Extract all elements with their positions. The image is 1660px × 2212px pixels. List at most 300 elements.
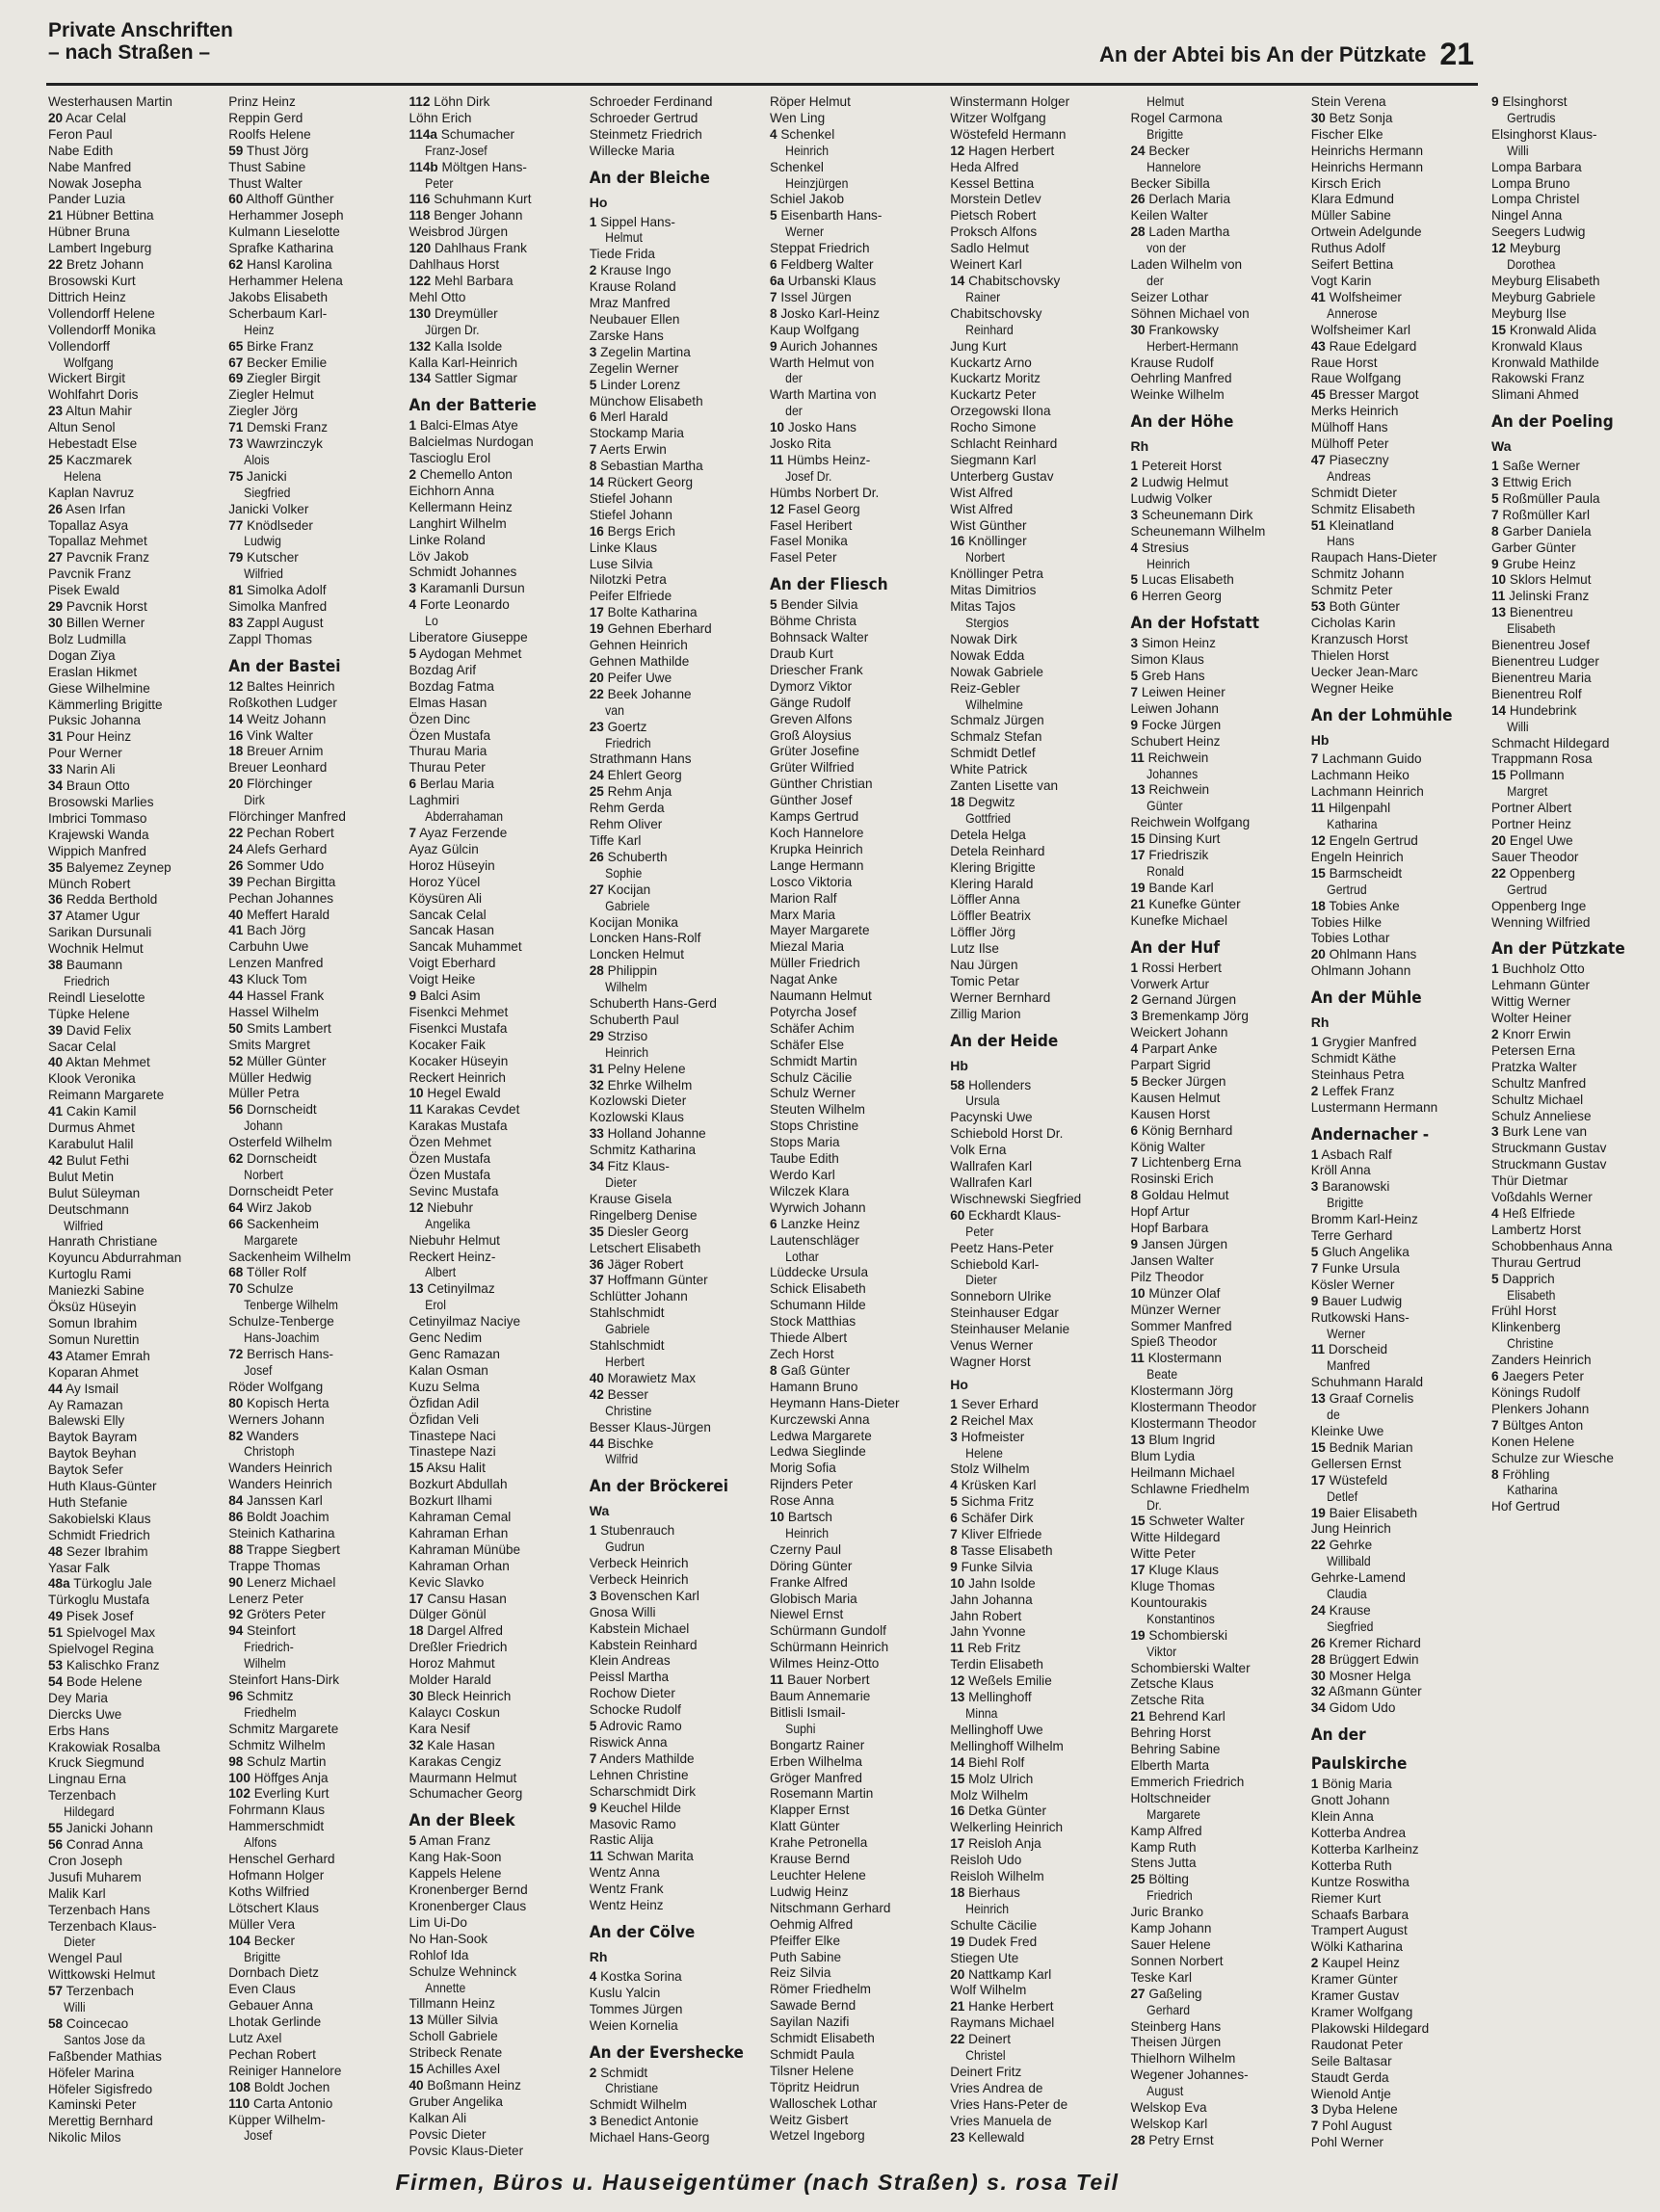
directory-entry: Schmalz Stefan [950, 729, 1042, 745]
directory-entry: Jahn Yvonne [950, 1624, 1026, 1640]
directory-entry: Meyburg Elisabeth [1491, 273, 1600, 288]
directory-entry: Behring Sabine [1130, 1742, 1221, 1757]
house-number: 12 [950, 1673, 965, 1689]
directory-entry: Dreßler Friedrich [408, 1640, 508, 1655]
directory-entry: 81 Simolka Adolf [228, 583, 327, 598]
directory-entry: 21 Behrend Karl [1130, 1709, 1225, 1725]
house-number: 30 [1130, 322, 1146, 337]
directory-entry: Lehmann Günter [1491, 978, 1591, 993]
district-code: Rh [1130, 438, 1149, 455]
directory-entry: Orzegowski Ilona [950, 404, 1051, 419]
house-number: 11 [770, 1672, 784, 1688]
directory-entry: Liberatore Giuseppe [408, 630, 528, 645]
directory-entry: Schulz Cäcilie [770, 1069, 853, 1085]
directory-entry: Kösler Werner [1310, 1277, 1395, 1292]
directory-entry: 114b Möltgen Hans- [408, 159, 527, 174]
directory-entry: Wetzel Ingeborg [770, 2128, 865, 2144]
directory-entry: Puksic Johanna [48, 713, 141, 728]
directory-entry: Dülger Gönül [408, 1607, 487, 1622]
directory-entry: Kruck Siegmund [48, 1755, 145, 1771]
house-number: 24 [589, 768, 604, 783]
directory-entry: Löffler Jörg [950, 925, 1016, 940]
entry-continuation: Dieter [604, 1175, 637, 1190]
directory-entry: 4 Krüsken Karl [950, 1478, 1037, 1493]
directory-entry: 40 Aktan Mehmet [48, 1055, 150, 1070]
directory-entry: Keilen Walter [1130, 208, 1208, 224]
directory-entry: 5 Sichma Fritz [950, 1494, 1035, 1510]
directory-entry: 2 Schmidt [589, 2065, 648, 2080]
directory-entry: Zech Horst [770, 1346, 834, 1361]
house-number: 55 [48, 1821, 64, 1836]
directory-entry: Sancak Hasan [408, 923, 494, 938]
entry-continuation: Sophie [604, 865, 642, 881]
directory-entry: Stribeck Renate [408, 2045, 503, 2061]
street-heading: An der Bleiche [589, 168, 710, 188]
entry-continuation: Santos Jose da [64, 2032, 145, 2047]
directory-entry: Bozdag Fatma [408, 678, 494, 694]
directory-entry: Bongartz Rainer [770, 1737, 865, 1752]
entry-continuation: Suphi [785, 1721, 816, 1736]
directory-entry: Wentz Heinz [589, 1898, 664, 1913]
directory-entry: Thurau Maria [408, 744, 487, 759]
directory-entry: Zetsche Rita [1130, 1693, 1204, 1708]
directory-entry: Gehrke-Lamend [1310, 1570, 1406, 1586]
directory-entry: Lenzen Manfred [228, 956, 324, 971]
house-number: 13 [1130, 1432, 1146, 1447]
directory-entry: 4 Schenkel [770, 126, 835, 142]
entry-continuation: Lo [424, 614, 438, 629]
directory-entry: Gnosa Willi [589, 1604, 656, 1620]
directory-entry: Trappe Thomas [228, 1558, 321, 1573]
directory-entry: 30 Mosner Helga [1310, 1668, 1411, 1683]
directory-entry: Klering Harald [950, 876, 1034, 891]
directory-entry: 6a Urbanski Klaus [770, 273, 877, 288]
directory-entry: 34 Braun Otto [48, 778, 130, 794]
house-number: 81 [228, 583, 244, 598]
house-number: 86 [228, 1510, 244, 1525]
directory-entry: Herhammer Joseph [228, 208, 344, 224]
directory-entry: Stahlschmidt [589, 1305, 665, 1321]
directory-entry: Herhammer Helena [228, 273, 343, 288]
house-number: 19 [589, 621, 604, 637]
directory-entry: Verbeck Heinrich [589, 1571, 689, 1587]
entry-continuation: Hildegard [64, 1804, 115, 1820]
entry-continuation: Brigitte [1146, 126, 1183, 142]
house-number: 2 [1130, 992, 1139, 1008]
house-number: 13 [950, 1690, 965, 1705]
district-code: Hb [1310, 731, 1330, 748]
house-number: 7 [1310, 751, 1319, 767]
page-header-range [1099, 37, 1474, 72]
directory-entry: Seile Baltasar [1310, 2053, 1392, 2068]
house-number: 62 [228, 1151, 244, 1167]
directory-entry: Koyuncu Abdurrahman [48, 1251, 182, 1266]
directory-entry: Rogel Carmona [1130, 110, 1223, 125]
directory-entry: Kamp Ruth [1130, 1839, 1197, 1855]
street-heading: Paulskirche [1310, 1754, 1408, 1775]
directory-entry: Pacynski Uwe [950, 1110, 1033, 1125]
directory-entry: 4 Stresius [1130, 540, 1189, 555]
directory-entry: Özfidan Adil [408, 1395, 480, 1410]
directory-entry: 15 Achilles Axel [408, 2062, 500, 2077]
directory-entry: Rohlof Ida [408, 1947, 469, 1962]
directory-entry: Stops Maria [770, 1135, 840, 1150]
house-number: 118 [408, 208, 431, 224]
house-number: 28 [1130, 2132, 1146, 2147]
directory-entry: 49 Pisek Josef [48, 1609, 134, 1624]
directory-entry: Kausen Horst [1130, 1106, 1210, 1121]
directory-entry: 6 Lanzke Heinz [770, 1216, 860, 1231]
directory-entry: 3 Dyba Helene [1310, 2102, 1398, 2118]
directory-entry: Baytok Bayram [48, 1430, 138, 1445]
directory-entry: Spielvogel Regina [48, 1642, 154, 1657]
directory-entry: 37 Hoffmann Günter [589, 1273, 708, 1288]
entry-continuation: von der [1146, 241, 1186, 256]
directory-entry: Kulmann Lieselotte [228, 224, 340, 240]
directory-entry: Deinert Fritz [950, 2064, 1022, 2079]
directory-entry: Sayilan Nazifi [770, 2014, 850, 2030]
header-title-line1: Private Anschriften [48, 19, 233, 41]
house-number: 7 [1130, 1155, 1139, 1171]
house-number: 3 [589, 344, 597, 359]
directory-entry: Hebestadt Else [48, 436, 138, 452]
house-number: 34 [589, 1159, 604, 1174]
entry-continuation: Gabriele [604, 898, 650, 913]
directory-entry: 4 Parpart Anke [1130, 1041, 1218, 1057]
directory-entry: 14 Rückert Georg [589, 475, 694, 490]
directory-entry: Wallrafen Karl [950, 1175, 1033, 1190]
directory-entry: Kabstein Reinhard [589, 1637, 698, 1652]
house-number: 5 [589, 1719, 597, 1734]
directory-entry: 35 Balyemez Zeynep [48, 859, 171, 875]
directory-entry: Vogt Karin [1310, 273, 1372, 288]
house-number: 26 [1130, 192, 1146, 207]
directory-entry: Reiniger Hannelore [228, 2063, 342, 2078]
house-number: 8 [1491, 1466, 1499, 1482]
directory-entry: Kramer Gustav [1310, 1988, 1400, 2004]
directory-entry: Zappl Thomas [228, 631, 312, 646]
directory-entry: Kahraman Cemal [408, 1510, 512, 1525]
directory-entry: 7 Lachmann Guido [1310, 751, 1422, 767]
directory-entry: Witte Peter [1130, 1546, 1196, 1562]
directory-entry: Krupka Heinrich [770, 841, 863, 856]
directory-entry: Sancak Muhammet [408, 939, 522, 955]
directory-entry: Wölki Katharina [1310, 1939, 1403, 1955]
house-number: 48a [48, 1576, 70, 1592]
house-number: 7 [1310, 1260, 1319, 1276]
directory-entry: 134 Sattler Sigmar [408, 371, 518, 386]
directory-entry: Elsinghorst Klaus- [1491, 126, 1597, 142]
directory-entry: 7 Leiwen Heiner [1130, 685, 1225, 699]
house-number: 18 [228, 744, 244, 759]
directory-entry: Werdo Karl [770, 1168, 835, 1182]
directory-entry: 70 Schulze [228, 1281, 294, 1297]
directory-entry: 5 Bender Silvia [770, 597, 858, 613]
directory-entry: Schultz Michael [1491, 1092, 1584, 1107]
directory-entry: Müller Vera [228, 1916, 296, 1932]
directory-entry: Klostermann Theodor [1130, 1415, 1256, 1431]
house-number: 11 [1130, 1351, 1145, 1366]
house-number: 43 [1310, 338, 1326, 354]
entry-continuation: Werner [1326, 1326, 1365, 1341]
house-number: 11 [589, 1849, 604, 1864]
directory-entry: Rehm Gerda [589, 801, 665, 816]
entry-continuation: Ursula [965, 1093, 1000, 1109]
directory-entry: Schmidt Martin [770, 1053, 857, 1068]
directory-entry: Linke Roland [408, 532, 486, 547]
directory-entry: Huth Stefanie [48, 1494, 128, 1510]
house-number: 9 [1491, 94, 1499, 109]
house-number: 14 [228, 711, 244, 726]
directory-entry: Tommes Jürgen [589, 2001, 683, 2016]
directory-entry: Peifer Elfriede [589, 589, 672, 604]
house-number: 16 [950, 1804, 965, 1819]
directory-entry: Vorwerk Artur [1130, 976, 1210, 991]
house-number: 3 [1130, 636, 1139, 651]
directory-entry: 1 Buchholz Otto [1491, 961, 1585, 977]
directory-entry: Klinkenberg [1491, 1320, 1561, 1335]
directory-entry: 28 Philippin [589, 963, 658, 979]
district-code: Rh [1310, 1014, 1330, 1031]
entry-continuation: Hans-Joachim [244, 1330, 320, 1346]
directory-entry: 108 Boldt Jochen [228, 2079, 330, 2094]
directory-entry: 8 Josko Karl-Heinz [770, 305, 881, 321]
directory-entry: Kalaycı Coskun [408, 1704, 500, 1720]
entry-continuation: Annette [424, 1980, 465, 1995]
directory-entry: Dornbach Dietz [228, 1965, 319, 1981]
house-number: 48 [48, 1543, 64, 1559]
directory-entry: Wolf Wilhelm [950, 1983, 1027, 1998]
directory-entry: Schulze Wehninck [408, 1963, 517, 1979]
directory-entry: Öksüz Hüseyin [48, 1300, 137, 1315]
directory-entry: Gröger Manfred [770, 1770, 862, 1785]
entry-continuation: Peter [424, 175, 453, 191]
directory-entry: Römer Friedhelm [770, 1982, 871, 1997]
directory-entry: 67 Becker Emilie [228, 355, 328, 370]
house-number: 2 [1491, 1027, 1499, 1042]
directory-entry: 42 Besser [589, 1386, 648, 1402]
house-number: 30 [48, 616, 64, 630]
directory-entry: Rakowski Franz [1491, 371, 1585, 386]
directory-entry: Wilmes Heinz-Otto [770, 1656, 880, 1672]
directory-entry: Weitz Gisbert [770, 2112, 849, 2127]
directory-entry: 100 Höffges Anja [228, 1770, 329, 1785]
directory-entry: Tobies Lothar [1310, 931, 1390, 946]
directory-entry: Kotterba Ruth [1310, 1857, 1392, 1873]
directory-entry: 5 Dapprich [1491, 1271, 1555, 1286]
directory-entry: 7 Roßmüller Karl [1491, 507, 1590, 522]
directory-entry: 10 Josko Hans [770, 420, 856, 435]
directory-entry: Tiede Frida [589, 247, 655, 262]
house-number: 82 [228, 1428, 244, 1443]
directory-entry: Portner Albert [1491, 801, 1572, 816]
house-number: 73 [228, 436, 244, 452]
house-number: 1 [1491, 961, 1499, 977]
directory-entry: Molz Wilhelm [950, 1787, 1029, 1803]
entry-continuation: Lothar [785, 1249, 819, 1264]
house-number: 71 [228, 420, 244, 435]
directory-entry: 57 Terzenbach [48, 1984, 134, 1999]
directory-entry: Schaafs Barbara [1310, 1907, 1410, 1922]
directory-entry: Schmalz Jürgen [950, 713, 1044, 728]
header-title-line2: – nach Straßen – [48, 41, 211, 64]
directory-columns [48, 94, 1625, 2161]
directory-entry: Krause Gisela [589, 1191, 672, 1206]
directory-entry: Schiebold Horst Dr. [950, 1126, 1064, 1142]
house-number: 12 [228, 678, 244, 694]
directory-entry: Kocaker Faik [408, 1037, 486, 1052]
house-number: 64 [228, 1199, 244, 1215]
directory-entry: Münch Robert [48, 876, 131, 891]
directory-entry: Diercks Uwe [48, 1706, 122, 1722]
house-number: 4 [1130, 1041, 1139, 1057]
directory-entry: Taube Edith [770, 1151, 839, 1167]
directory-entry: 12 Fasel Georg [770, 501, 860, 516]
house-number: 9 [1310, 1293, 1319, 1308]
directory-entry: Lingnau Erna [48, 1772, 126, 1787]
directory-entry: 17 Bolte Katharina [589, 605, 698, 620]
directory-entry: White Patrick [950, 762, 1028, 777]
directory-entry: 7 Ayaz Ferzende [408, 825, 508, 840]
directory-entry: 32 Aßmann Günter [1310, 1684, 1422, 1699]
directory-entry: Kalla Karl-Heinrich [408, 355, 518, 370]
directory-entry: Genc Ramazan [408, 1346, 500, 1361]
directory-entry: 1 Sever Erhard [950, 1396, 1039, 1411]
directory-entry: Küpper Wilhelm- [228, 2112, 326, 2127]
entry-continuation: Heinz [244, 322, 275, 337]
directory-entry: 69 Ziegler Birgit [228, 371, 321, 386]
directory-entry: Trappmann Rosa [1491, 751, 1593, 767]
directory-entry: 36 Redda Berthold [48, 892, 158, 908]
directory-entry: Steppat Friedrich [770, 241, 870, 256]
entry-continuation: Annerose [1326, 305, 1378, 321]
directory-entry: 21 Kunefke Günter [1130, 896, 1241, 911]
directory-entry: Garber Günter [1491, 540, 1576, 555]
directory-entry: Smits Margret [228, 1037, 310, 1052]
directory-entry: 38 Baumann [48, 958, 123, 973]
directory-entry: Juric Branko [1130, 1905, 1204, 1920]
directory-entry: Lompa Barbara [1491, 159, 1582, 174]
directory-entry: 11 Klostermann [1130, 1351, 1222, 1366]
directory-entry: Tiffe Karl [589, 832, 642, 848]
directory-entry: Knöllinger Petra [950, 566, 1043, 582]
directory-entry: Jakobs Elisabeth [228, 289, 329, 304]
directory-entry: Genc Nedim [408, 1330, 483, 1346]
entry-continuation: Heinrich [785, 143, 830, 158]
directory-entry: 54 Bode Helene [48, 1673, 143, 1689]
directory-entry: Willecke Maria [589, 143, 675, 158]
directory-entry: 7 Anders Mathilde [589, 1751, 695, 1766]
directory-entry: Staudt Gerda [1310, 2069, 1389, 2085]
house-number: 3 [1310, 2102, 1319, 2118]
house-number: 15 [1130, 831, 1146, 847]
directory-entry: Fasel Heribert [770, 517, 853, 533]
directory-entry: Dogan Ziya [48, 647, 116, 663]
house-number: 21 [1130, 896, 1146, 911]
directory-entry: 11 Hümbs Heinz- [770, 452, 871, 467]
entry-continuation: Gottfried [965, 810, 1012, 826]
directory-entry: Fisenkci Mehmet [408, 1004, 509, 1019]
entry-continuation: Josef [244, 1362, 273, 1378]
directory-entry: Wohlfahrt Doris [48, 387, 139, 403]
directory-entry: Emmerich Friedrich [1130, 1774, 1245, 1789]
directory-entry: Venus Werner [950, 1338, 1034, 1354]
directory-entry: 44 Ay Ismail [48, 1381, 119, 1396]
directory-entry: Gebauer Anna [228, 1998, 313, 2014]
directory-entry: 32 Kale Hasan [408, 1737, 495, 1752]
house-number: 6 [408, 777, 417, 792]
directory-entry: Schmitz Katharina [589, 1143, 697, 1158]
directory-entry: Kaminski Peter [48, 2097, 137, 2113]
directory-entry: 22 Pechan Robert [228, 825, 334, 840]
directory-entry: 86 Boldt Joachim [228, 1510, 329, 1525]
directory-entry: Horoz Yücel [408, 874, 481, 889]
entry-continuation: Wilfrid [604, 1452, 638, 1467]
house-number: 11 [1310, 1342, 1326, 1357]
directory-entry: 2 Ludwig Helmut [1130, 475, 1228, 490]
directory-entry: 52 Müller Günter [228, 1053, 327, 1068]
directory-entry: Jusufi Muharem [48, 1869, 142, 1884]
house-number: 40 [228, 907, 244, 922]
house-number: 66 [228, 1216, 244, 1231]
directory-entry: Witzer Wolfgang [950, 110, 1046, 125]
directory-entry: Maniezki Sabine [48, 1283, 145, 1299]
house-number: 17 [1310, 1472, 1326, 1488]
directory-entry: Morstein Detlev [950, 192, 1041, 207]
directory-entry: Schmidt Elisabeth [770, 2031, 875, 2046]
street-heading: An der Höhe [1130, 412, 1234, 433]
directory-entry: Reindl Lieselotte [48, 989, 145, 1005]
directory-entry: Steinfort Hans-Dirk [228, 1672, 340, 1688]
directory-entry: 3 Karamanli Dursun [408, 581, 525, 596]
house-number: 37 [589, 1273, 604, 1288]
entry-continuation: Ludwig [244, 534, 282, 549]
directory-entry: 1 Rossi Herbert [1130, 960, 1222, 975]
directory-entry: Erben Wilhelma [770, 1753, 862, 1769]
directory-entry: Ziegler Jörg [228, 404, 299, 419]
house-number: 14 [1491, 702, 1507, 718]
directory-entry: Stiefel Johann [589, 507, 672, 522]
directory-entry: Prinz Heinz [228, 94, 296, 109]
house-number: 11 [1310, 801, 1326, 816]
house-number: 13 [1310, 1391, 1326, 1407]
directory-entry: Sackenheim Wilhelm [228, 1249, 352, 1264]
house-number: 28 [589, 963, 604, 979]
house-number: 7 [770, 289, 777, 304]
entry-continuation: Elisabeth [1507, 621, 1556, 637]
directory-entry: Nilotzki Petra [589, 572, 667, 588]
directory-entry: Reppin Gerd [228, 110, 303, 125]
directory-entry: 3 Benedict Antonie [589, 2114, 699, 2129]
directory-entry: Welskop Karl [1130, 2116, 1208, 2131]
directory-entry: Reiz-Gebler [950, 680, 1020, 696]
directory-entry: 72 Berrisch Hans- [228, 1346, 334, 1361]
directory-entry: Kessel Bettina [950, 175, 1035, 191]
house-number: 12 [1310, 832, 1326, 848]
house-number: 19 [1130, 1627, 1146, 1643]
directory-entry: 16 Vink Walter [228, 727, 313, 743]
directory-entry: 23 Kellewald [950, 2129, 1025, 2145]
directory-entry: Sawade Bernd [770, 1998, 856, 2014]
directory-entry: 11 Hilgenpahl [1310, 801, 1391, 816]
house-number: 16 [228, 727, 244, 743]
directory-entry: 80 Kopisch Herta [228, 1395, 329, 1410]
entry-continuation: Gertrud [1507, 882, 1547, 897]
directory-entry: Tinastepe Naci [408, 1428, 496, 1443]
directory-entry: Heinrichs Hermann [1310, 143, 1424, 158]
directory-entry: 11 Reichwein [1130, 750, 1209, 765]
house-number: 16 [589, 523, 604, 539]
